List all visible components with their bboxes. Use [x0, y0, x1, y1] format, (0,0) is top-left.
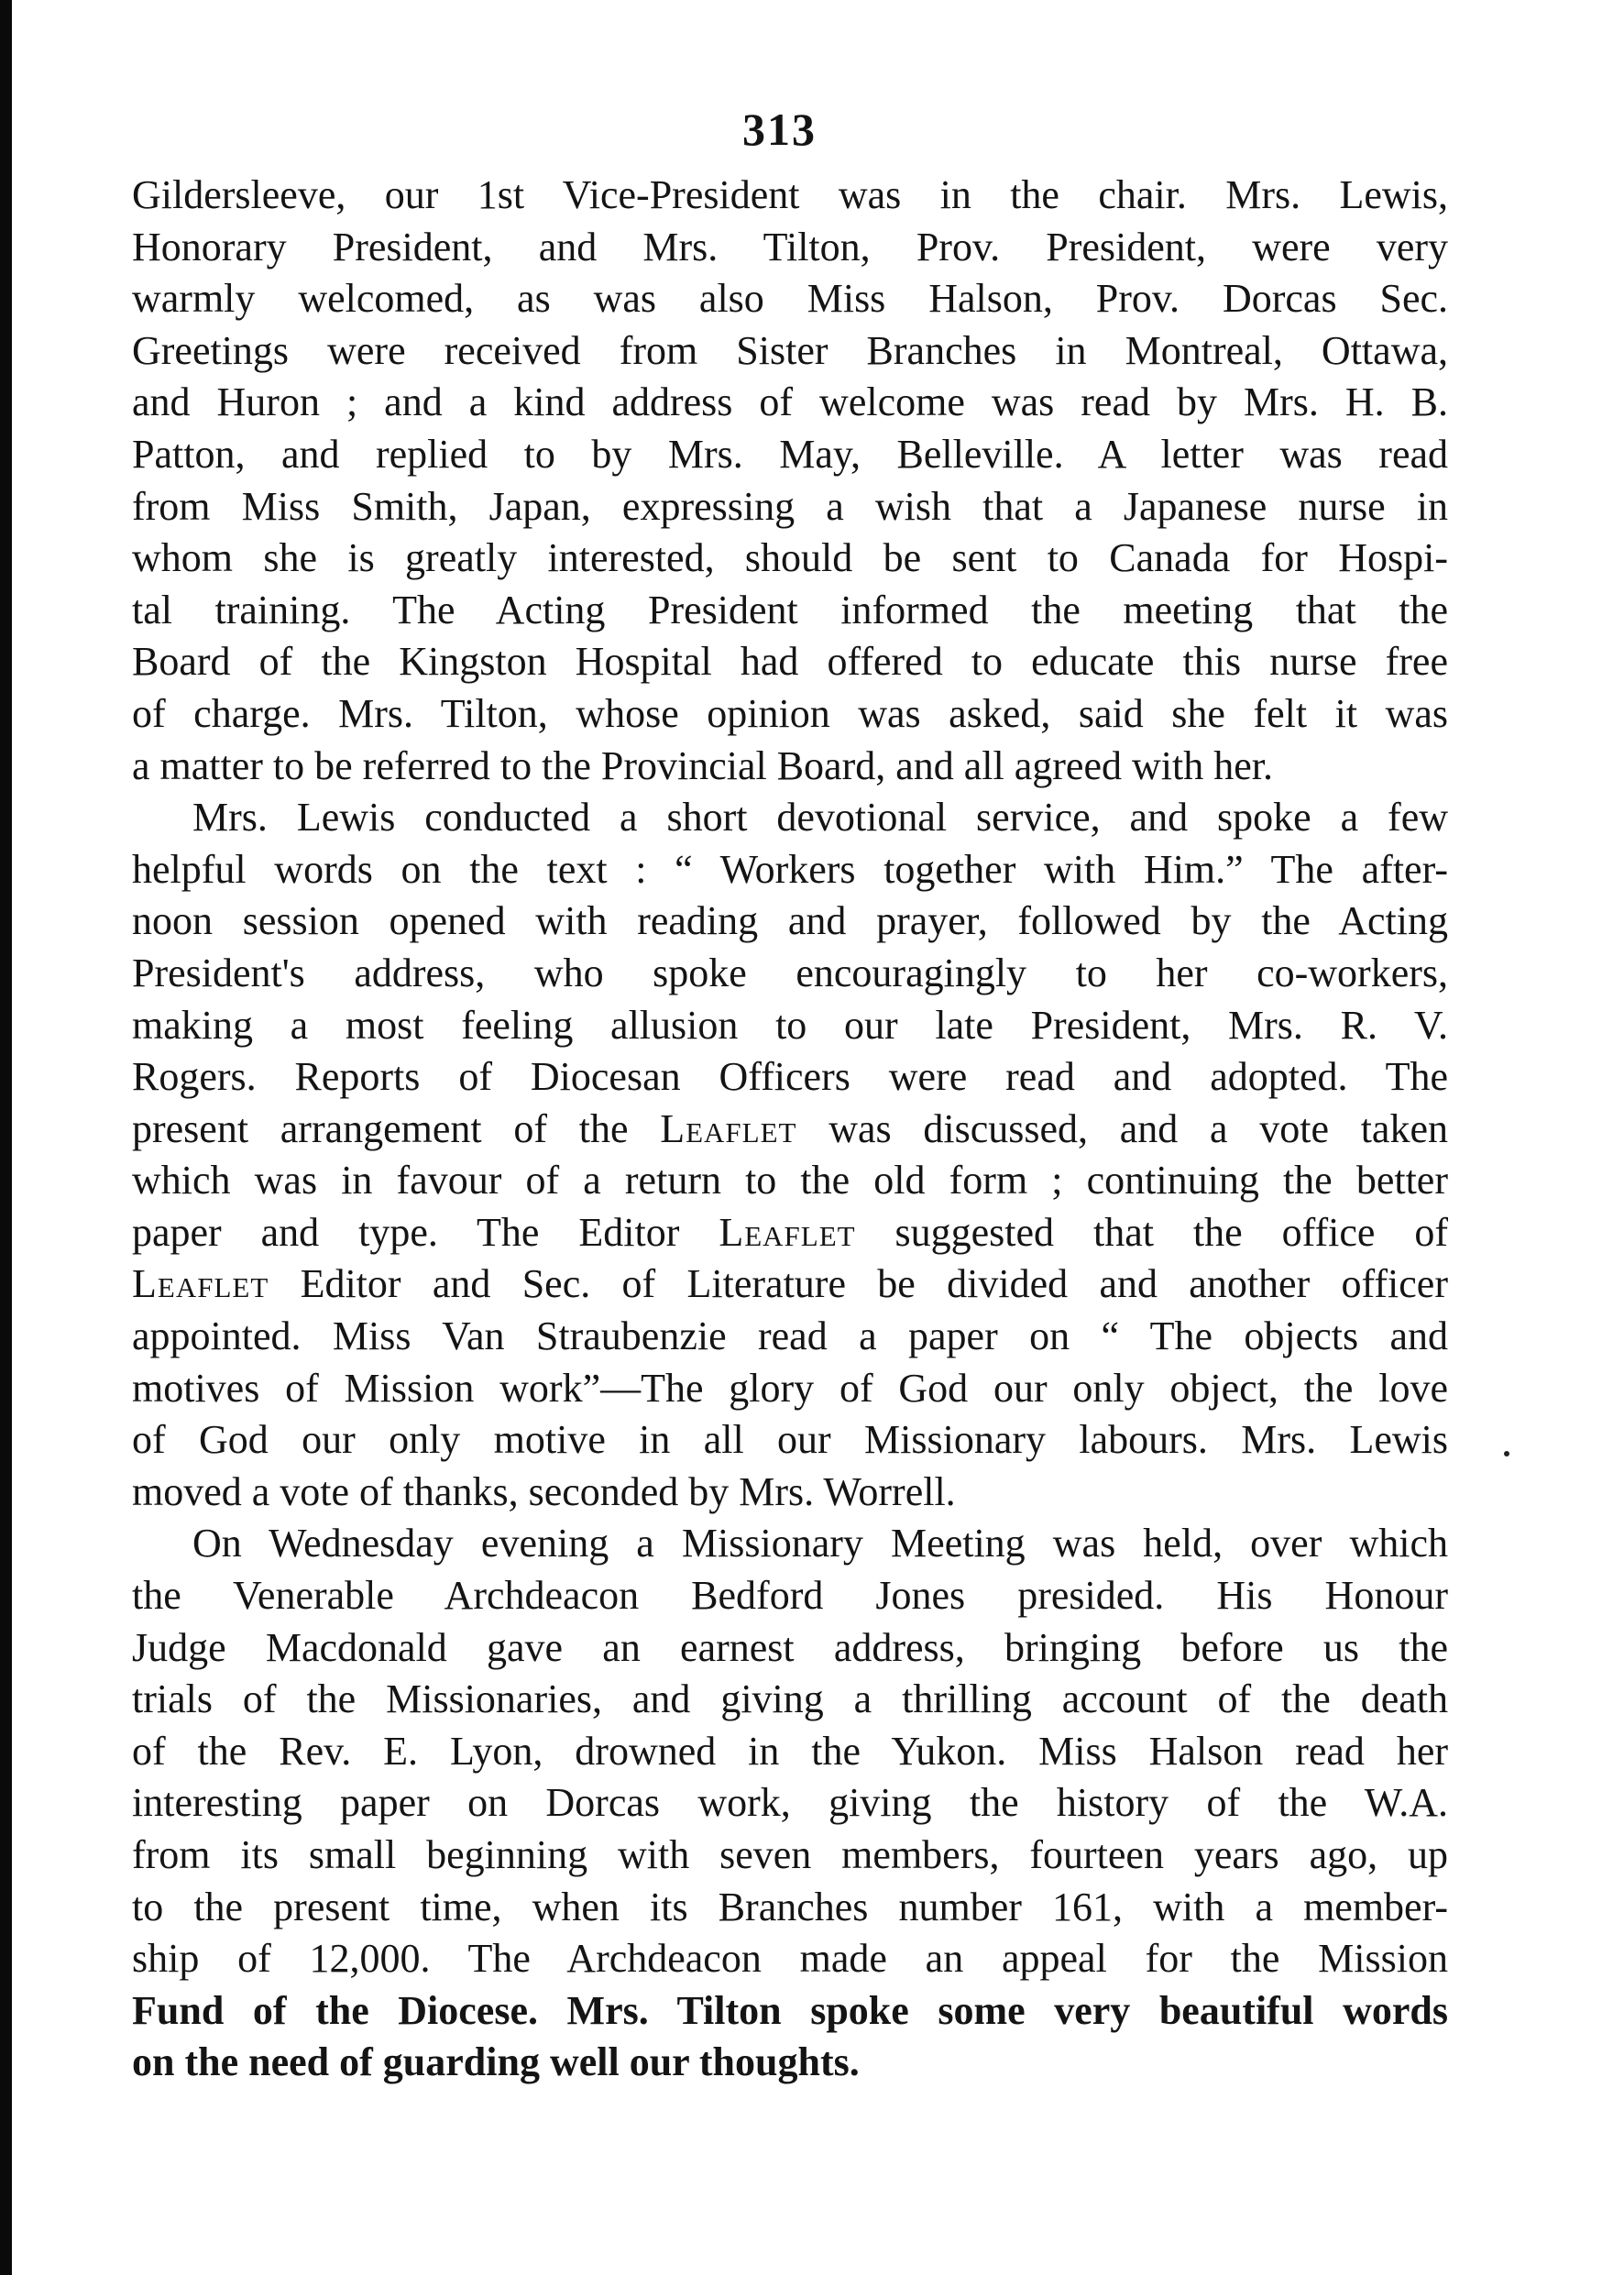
text-line: Judge Macdonald gave an earnest address, bringing before us the [132, 1624, 1448, 1670]
small-caps-term: Leaflet [719, 1209, 856, 1255]
text-line: Patton, and replied to by Mrs. May, Belleville. A letter was read [132, 431, 1448, 477]
text-line: of the Rev. E. Lyon, drowned in the Yukon. Miss Halson read her [132, 1728, 1448, 1774]
text-line: from Miss Smith, Japan, expressing a wish that a Japanese nurse in [132, 483, 1448, 529]
text-line: warmly welcomed, as was also Miss Halson, Prov. Dorcas Sec. [132, 276, 1448, 322]
text-segment: suggested that the office of [855, 1209, 1448, 1255]
text-line: trials of the Missionaries, and giving a thrilling account of the death [132, 1676, 1448, 1722]
text-line: on the need of guarding well our thoughts. [132, 2039, 860, 2085]
text-line: motives of Mission work”—The glory of God our only object, the love [132, 1365, 1448, 1411]
text-line: making a most feeling allusion to our late President, Mrs. R. V. [132, 1002, 1448, 1048]
small-caps-term: Leaflet [132, 1261, 269, 1307]
text-line [132, 1207, 1448, 1259]
text-line: of God our only motive in all our Missionary labours. Mrs. Lewis [132, 1417, 1448, 1463]
text-line: of charge. Mrs. Tilton, whose opinion was asked, said she felt it was [132, 690, 1448, 736]
text-line: Honorary President, and Mrs. Tilton, Prov. President, were very [132, 224, 1448, 269]
text-line: noon session opened with reading and prayer, followed by the Acting [132, 898, 1448, 944]
text-line: Greetings were received from Sister Branches in Montreal, Ottawa, [132, 327, 1448, 373]
body-text [132, 170, 1448, 2089]
text-line: which was in favour of a return to the old form ; continuing the better [132, 1158, 1448, 1203]
text-line: and Huron ; and a kind address of welcome was read by Mrs. H. B. [132, 379, 1448, 425]
text-line: appointed. Miss Van Straubenzie read a paper on “ The objects and [132, 1313, 1448, 1359]
text-line: Gildersleeve, our 1st Vice-President was in the chair. Mrs. Lewis, [132, 172, 1448, 217]
small-caps-term: Leaflet [660, 1105, 797, 1151]
text-line: Board of the Kingston Hospital had offered to educate this nurse free [132, 639, 1448, 685]
text-line: the Venerable Archdeacon Bedford Jones presided. His Honour [132, 1573, 1448, 1619]
text-segment: Editor and Sec. of Literature be divided and another officer [269, 1261, 1448, 1307]
page-binding-edge [0, 0, 12, 2275]
text-segment: present arrangement of the [132, 1105, 661, 1151]
text-line: Fund of the Diocese. Mrs. Tilton spoke some very beautiful words [132, 1987, 1448, 2033]
text-line: On Wednesday evening a Missionary Meeting was held, over which [192, 1521, 1448, 1566]
text-line: interesting paper on Dorcas work, giving the history of the W.A. [132, 1780, 1448, 1826]
text-line: Rogers. Reports of Diocesan Officers were read and adopted. The [132, 1054, 1448, 1100]
text-line [132, 1104, 1448, 1156]
text-line: whom she is greatly interested, should be sent to Canada for Hospi- [132, 535, 1448, 581]
text-line: a matter to be referred to the Provincial Board, and all agreed with her. [132, 742, 1273, 788]
text-line: President's address, who spoke encouragingly to her co-workers, [132, 950, 1448, 995]
text-line: to the present time, when its Branches number 161, with a member- [132, 1884, 1448, 1929]
margin-speck [1504, 1451, 1509, 1456]
text-segment: was discussed, and a vote taken [796, 1105, 1448, 1151]
text-line: tal training. The Acting President informed the meeting that the [132, 587, 1448, 632]
text-line: moved a vote of thanks, seconded by Mrs. Worrell. [132, 1468, 956, 1514]
text-line: helpful words on the text : “ Workers together with Him.” The after- [132, 846, 1448, 892]
text-line: from its small beginning with seven members, fourteen years ago, up [132, 1832, 1448, 1877]
text-line: Mrs. Lewis conducted a short devotional service, and spoke a few [192, 795, 1448, 841]
text-line [132, 1258, 1448, 1311]
text-line: ship of 12,000. The Archdeacon made an appeal for the Mission [132, 1936, 1448, 1982]
page-number: 313 [742, 104, 817, 155]
text-segment: paper and type. The Editor [132, 1209, 719, 1255]
